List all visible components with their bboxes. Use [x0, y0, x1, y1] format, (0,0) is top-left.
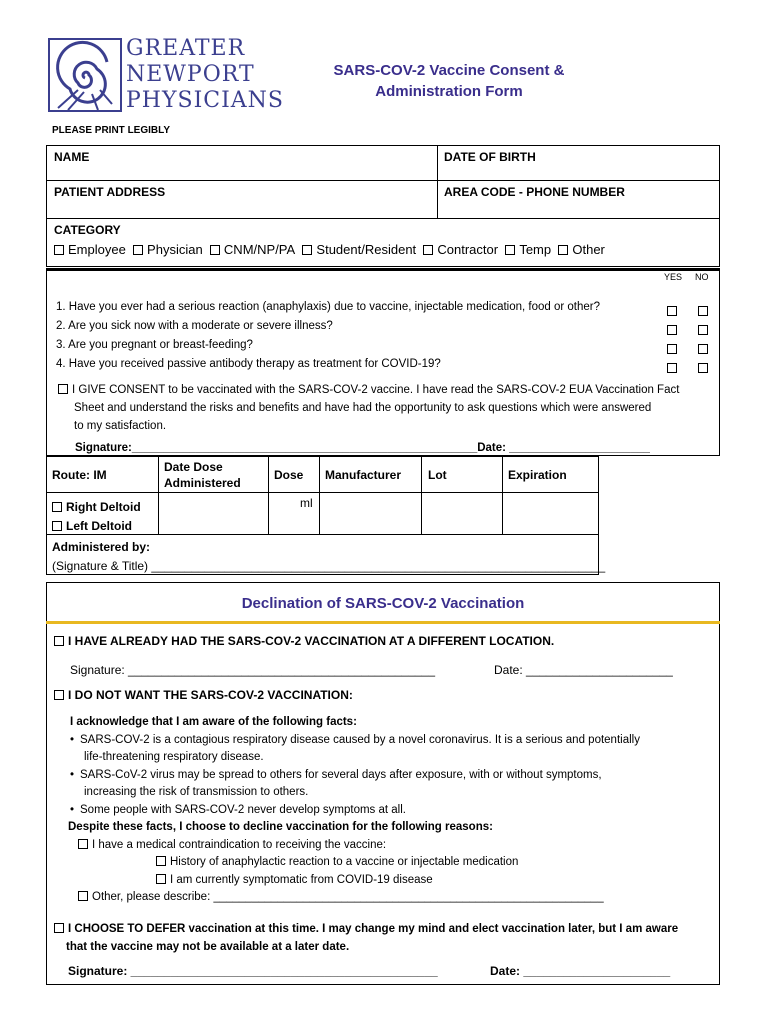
dob-field[interactable]: DATE OF BIRTH — [444, 150, 536, 164]
checkbox-icon[interactable] — [156, 874, 166, 884]
category-cnm[interactable]: CNM/NP/PA — [210, 242, 295, 257]
category-student[interactable]: Student/Resident — [302, 242, 416, 257]
declination-signature-2[interactable]: Signature: ______________________________________________ — [68, 964, 438, 978]
name-field[interactable]: NAME — [54, 150, 90, 164]
checkbox-icon[interactable] — [156, 856, 166, 866]
yes-checkbox-3[interactable] — [667, 344, 677, 354]
reason-anaphylactic[interactable]: History of anaphylactic reaction to a vaccine or injectable medication — [70, 854, 640, 872]
checkbox-icon[interactable] — [423, 245, 433, 255]
logo — [48, 36, 285, 114]
despite-text: Despite these facts, I choose to decline vaccination for the following reasons: — [68, 821, 493, 833]
checkbox-icon[interactable] — [52, 502, 62, 512]
reason-other[interactable]: Other, please describe: _____________________________________________________________ — [70, 889, 640, 907]
category-label: CATEGORY — [54, 223, 121, 237]
phone-field[interactable]: AREA CODE - PHONE NUMBER — [444, 185, 625, 199]
fact-1b: life-threatening respiratory disease. — [84, 751, 264, 763]
checkbox-icon[interactable] — [52, 521, 62, 531]
yes-header: YES — [664, 272, 683, 282]
category-employee[interactable]: Employee — [54, 242, 126, 257]
checkbox-icon[interactable] — [302, 245, 312, 255]
checkbox-icon[interactable] — [54, 923, 64, 933]
checkbox-icon[interactable] — [78, 891, 88, 901]
consent-line1: I GIVE CONSENT to be vaccinated with the SARS-COV-2 vaccine. I have read the SARS-COV-2 EUA Vaccination Fact — [72, 384, 680, 396]
administered-by-signature[interactable]: (Signature & Title) ____________________________________________________________________ — [52, 559, 606, 573]
question-list — [56, 298, 600, 374]
left-deltoid-option[interactable]: Left Deltoid — [52, 517, 141, 536]
category-temp[interactable]: Temp — [505, 242, 551, 257]
question-4: 4. Have you received passive antibody therapy as treatment for COVID-19? — [56, 358, 441, 370]
category-physician[interactable]: Physician — [133, 242, 203, 257]
date-dose-header: Date Dose Administered — [164, 460, 241, 490]
no-checkbox-4[interactable] — [698, 363, 708, 373]
consent-checkbox[interactable] — [58, 384, 68, 394]
gold-divider — [46, 621, 720, 624]
defer-option[interactable]: I CHOOSE TO DEFER vaccination at this time. I may change my mind and elect vaccination later, but I am aware — [54, 920, 678, 938]
no-checkbox-3[interactable] — [698, 344, 708, 354]
consent-block — [58, 381, 679, 435]
consent-signature-line[interactable]: Signature:______________________________________________________Date: ______________________ — [75, 442, 650, 454]
consent-line3: to my satisfaction. — [74, 420, 167, 432]
facts-block — [70, 714, 640, 907]
lot-header: Lot — [428, 468, 447, 482]
question-1: 1. Have you ever had a serious reaction (anaphylaxis) due to vaccine, injectable medication, food or other? — [56, 301, 601, 313]
declination-title: Declination of SARS-COV-2 Vaccination — [241, 595, 525, 612]
no-header: NO — [695, 272, 709, 282]
declination-signature-1[interactable]: Signature: ______________________________________________ — [70, 663, 436, 677]
no-checkboxes — [698, 302, 712, 378]
right-deltoid-option[interactable]: Right Deltoid — [52, 498, 141, 517]
yes-checkbox-4[interactable] — [667, 363, 677, 373]
yes-checkboxes — [667, 302, 681, 378]
route-label: Route: IM — [52, 468, 107, 482]
expiration-header: Expiration — [508, 468, 567, 482]
no-checkbox-1[interactable] — [698, 306, 708, 316]
declination-date-1[interactable]: Date: ______________________ — [494, 663, 673, 677]
logo-line1: GREATER — [126, 36, 246, 61]
ml-unit: ml — [300, 496, 313, 510]
category-options — [54, 242, 605, 257]
fact-1a: • SARS-COV-2 is a contagious respiratory disease caused by a novel coronavirus. It is a serious and potentially — [70, 732, 640, 750]
logo-line3: PHYSICIANS — [126, 88, 285, 113]
checkbox-icon[interactable] — [133, 245, 143, 255]
logo-line2: NEWPORT — [126, 62, 255, 87]
title-line1: SARS-COV-2 Vaccine Consent & — [333, 62, 565, 79]
reason-symptomatic[interactable]: I am currently symptomatic from COVID-19 disease — [70, 872, 640, 890]
question-3: 3. Are you pregnant or breast-feeding? — [56, 339, 253, 351]
checkbox-icon[interactable] — [54, 690, 64, 700]
fact-2a: • SARS-CoV-2 virus may be spread to others for several days after exposure, with or without symptoms, — [70, 767, 640, 785]
reason-contraindication[interactable]: I have a medical contraindication to receiving the vaccine: — [70, 837, 640, 855]
declination-date-2[interactable]: Date: ______________________ — [490, 964, 671, 978]
checkbox-icon[interactable] — [558, 245, 568, 255]
address-field[interactable]: PATIENT ADDRESS — [54, 185, 166, 199]
page-title — [300, 60, 598, 102]
defer-line2: that the vaccine may not be available at a later date. — [66, 941, 350, 953]
dose-header: Dose — [274, 468, 304, 482]
nautilus-logo-icon — [48, 38, 122, 112]
checkbox-icon[interactable] — [54, 636, 64, 646]
already-had-option[interactable]: I HAVE ALREADY HAD THE SARS-COV-2 VACCINATION AT A DIFFERENT LOCATION. — [54, 634, 554, 648]
category-contractor[interactable]: Contractor — [423, 242, 498, 257]
manufacturer-header: Manufacturer — [325, 468, 402, 482]
fact-3: • Some people with SARS-COV-2 never develop symptoms at all. — [70, 802, 640, 820]
title-line2: Administration Form — [375, 83, 523, 100]
yes-checkbox-1[interactable] — [667, 306, 677, 316]
category-other[interactable]: Other — [558, 242, 605, 257]
consent-line2: Sheet and understand the risks and benefits and have had the opportunity to ask questions which were answered — [74, 402, 652, 414]
fact-2b: increasing the risk of transmission to others. — [84, 786, 309, 798]
print-note: PLEASE PRINT LEGIBLY — [52, 125, 170, 136]
checkbox-icon[interactable] — [78, 839, 88, 849]
deltoid-options — [52, 498, 141, 536]
acknowledge-text: I acknowledge that I am aware of the following facts: — [70, 716, 357, 728]
defer-block — [54, 920, 678, 956]
checkbox-icon[interactable] — [210, 245, 220, 255]
administered-by-label: Administered by: — [52, 540, 151, 554]
yes-checkbox-2[interactable] — [667, 325, 677, 335]
do-not-want-option[interactable]: I DO NOT WANT THE SARS-COV-2 VACCINATION: — [54, 688, 353, 702]
question-2: 2. Are you sick now with a moderate or severe illness? — [56, 320, 333, 332]
checkbox-icon[interactable] — [505, 245, 515, 255]
no-checkbox-2[interactable] — [698, 325, 708, 335]
checkbox-icon[interactable] — [54, 245, 64, 255]
